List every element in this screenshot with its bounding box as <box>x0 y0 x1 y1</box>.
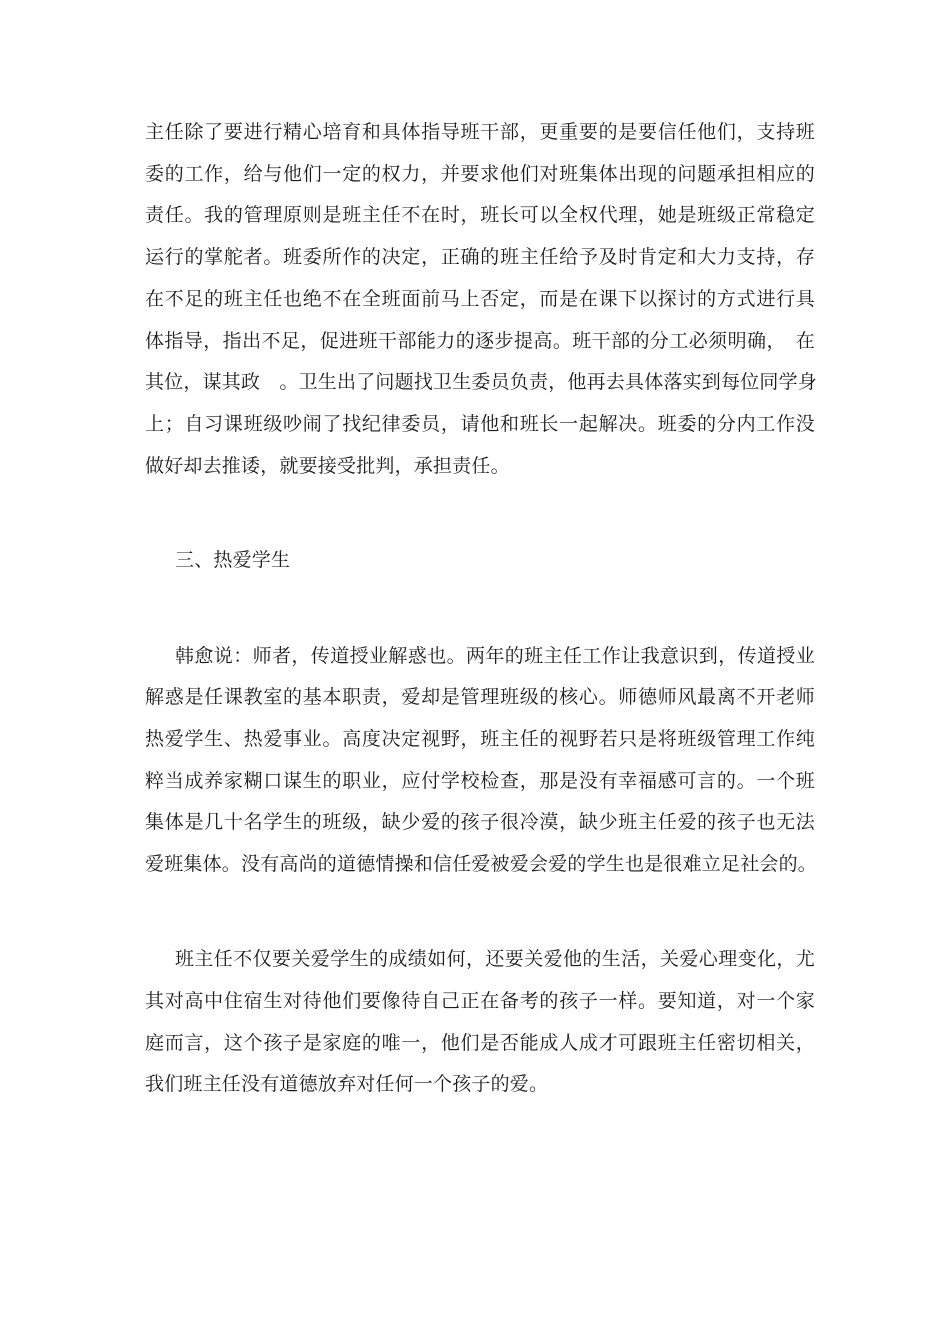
text-line: 庭而言，这个孩子是家庭的唯一，他们是否能成人成才可跟班主任密切相关， <box>145 1032 815 1054</box>
text-line: 我们班主任没有道德放弃对任何一个孩子的爱。 <box>145 1073 549 1095</box>
text-line: 集体是几十名学生的班级，缺少爱的孩子很冷漠，缺少班主任爱的孩子也无法 <box>145 811 815 833</box>
text-line: 在不足的班主任也绝不在全班面前马上否定，而是在课下以探讨的方式进行具 <box>145 288 815 310</box>
text-line: 韩愈说：师者，传道授业解惑也。两年的班主任工作让我意识到，传道授业 <box>175 645 815 667</box>
text-line: 责任。我的管理原则是班主任不在时，班长可以全权代理，她是班级正常稳定 <box>145 204 815 226</box>
text-line: 热爱学生、热爱事业。高度决定视野，班主任的视野若只是将班级管理工作纯 <box>145 728 815 750</box>
text-line: 上；自习课班级吵闹了找纪律委员，请他和班长一起解决。班委的分内工作没 <box>145 413 815 435</box>
text-line: 主任除了要进行精心培育和具体指导班干部，更重要的是要信任他们，支持班 <box>145 121 815 143</box>
text-line: 粹当成养家糊口谋生的职业，应付学校检查，那是没有幸福感可言的。一个班 <box>145 770 815 792</box>
text-line: 爱班集体。没有高尚的道德情操和信任爱被爱会爱的学生也是很难立足社会的。 <box>145 853 818 875</box>
text-line: 其位，谋其政 。卫生出了问题找卫生委员负责，他再去具体落实到每位同学身 <box>145 371 818 393</box>
text-line: 体指导，指出不足，促进班干部能力的逐步提高。班干部的分工必须明确， 在 <box>145 330 815 352</box>
text-line: 运行的掌舵者。班委所作的决定，正确的班主任给予及时肯定和大力支持，存 <box>145 246 815 268</box>
text-line: 做好却去推诿，就要接受批判，承担责任。 <box>145 455 510 477</box>
text-line: 解惑是任课教室的基本职责，爱却是管理班级的核心。师德师风最离不开老师 <box>145 686 815 708</box>
section-heading: 三、热爱学生 <box>175 549 291 571</box>
text-line: 其对高中住宿生对待他们要像待自己正在备考的孩子一样。要知道，对一个家 <box>145 990 815 1012</box>
text-line: 委的工作，给与他们一定的权力，并要求他们对班集体出现的问题承担相应的 <box>145 163 815 185</box>
text-line: 班主任不仅要关爱学生的成绩如何，还要关爱他的生活，关爱心理变化，尤 <box>175 948 815 970</box>
